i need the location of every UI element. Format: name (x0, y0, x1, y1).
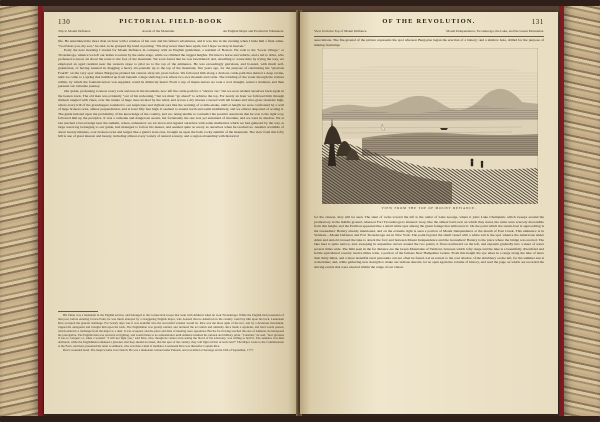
scan-top-border (0, 0, 600, 6)
running-title: PICTORIAL FIELD-BOOK (119, 18, 223, 25)
marbled-edge-right (562, 0, 600, 422)
paragraph: for the cannon, may still be seen. The slant of rocks toward the left is the outlet of Lake George, where it joins Lake Champlain, which sweeps around the promontory in the middle ground, whereon Fort Ticonderoga is situated. Gray, like the almost bald rock on which they stand, the ruins were scarcely discernible from that height, and the Pavilion appeared like a small white spot among the green foliage that embowers it. On the point which the steam-boat is approaching is the Grenadiers' Battery already mentioned, and on the extreme right is seen a portion of Mount Independence at the mouth of East Creek. This eminence is in Vermont—Mount Defiance and Fort Ticonderoga are in New York. The point beyond the small vessel with a white sail is the spot whence the Americans under Allen and Arnold crossed the lake to attack the fort; and between Mount Independence and the Grenadiers' Battery is the place where the bridge was erected. The lake here is quite narrow, and, sweeping in serpentine curves around the two points, it flows northward on the left, and expands gradually into a sheet of water several miles wide. The hills seen in the far distance are the Green Mountains of Vermont, between which lofty range and the lake is a beautifully diversified and fertile agricultural country twelve miles wide, a portion of the famous New Hampshire Grants. From this height the eye takes in a range along the lake of more than thirty miles, and a more beautiful rural panorama can not often be found. Let us retreat to the cool shadow of the shrubbery on the left, for the summer sun is at meridian; and, while gathering new strength to make our tedious descent, let us open again the volume of history, and read the page on which are recorded the stirring events that were enacted within the range of our vision. (314, 215, 544, 270)
paragraph: Our guide, professing to know every rock and tree in the mountain, now left the cattle-path for a "shorter cut," but we soon wished ourselves back again in the beaten track. The old man was evidently "out of his reckoning," but we must "go ahead" to achieve the top. For nearly an hour we followed him through thickets tangled with vines, over the trunks of huge trees leveled by the wind, and across a dry morass covered with tall brakes and wire-grass shoulder high, where every trill of the grasshopper sounded to our suspicious and vigilant ears like the warning of a rattle-snake, until at length we were confronted by a wall of huge broken rocks, almost perpendicular, and at least fifty feet high. It seemed to extend north and south indefinitely, and we almost despaired of scaling it. The guide insisted upon the probability of his knowledge of the country, and we, being unable to contradict his positive assertions that he was to the right way, followed him up the precipice. It was a toilsome and dangerous ascent, but fortunately the one was yet sustained of mordian, and we were in shadow. We at last reached a broad ledge near the summit, where, exhausted, we sat down and regaled ourselves with some mulberries which we had gathered by the way. A large weed-log belonging to our guide, had managed to follow his master, and seemed quite as weary as ourselves when he reached us. Another scramble of about twenty minutes, over broken rocks and ledges like a giant's stair-case, brought us upon the bald, rocky summit of the mountain. The view from this lofty hill is one of great interest and beauty, including almost every variety of natural scenery, and a region abounding with historical (58, 89, 284, 139)
footnote: His father was a lieutenant in the English service, and belonged to the Connecticut troops that went with Amherst when he took Ticonderoga. While the English had possession of that post, before entering Crown Point, he was much annoyed by a swaggering English major, who boasted that no American in the country could lay him upon his back. Lieutenant Rice accepted the general challenge. For twenty days was it was doubtful who the successful wrestler would be. Rice was the more agile of the two, and by a dexterous movement, tripped his antagonist and brought him upon his back. The Englishman was greatly nettled, and declared the act unfair and unmanly. Rice made a rejoinder, and hard words passed, which ended in a challenge from the major to a duel. It was accepted, and the place and time of meeting were appointed. But the fact having reached the ears of Amherst, he interposed his prerogative. The English man was received as fighting, and would listen to no remonstrance until Amherst insulted his rational and military pride. "Consider," he said, "how glorious it was to conquer; or, when a woman" "I will not fight you," said Rice, who, though he cannot even seeing the blood of his adversary, was willing to hold it. The sentence was then delivered, while the Englishman remained a prisoner, that they should not meet, that the spot of the country, they will fight all that of such ruin?" The Major wrote to the Commissioner at the Forts, and there presented his letter to Amherst, who was then a kind of mediator. Lieutenant Rice was thereafter Captain Rice. (58, 313, 284, 349)
cover-board-right (559, 6, 564, 416)
footnotes (58, 314, 284, 353)
running-title: OF THE REVOLUTION. (382, 18, 476, 25)
page-number: 131 (531, 18, 544, 26)
sidenote-left: Trip to Mount Defiance. (58, 29, 92, 33)
right-page (300, 12, 558, 414)
right-body-text (314, 215, 544, 270)
right-top-text (314, 38, 544, 47)
scan-bottom-border (0, 416, 600, 422)
page-number: 130 (58, 18, 71, 26)
left-page (44, 12, 298, 414)
footnote: Rice's wounded bond. The major's name was Church. He was a lieutenant colonel under Putnam, and was killed at Saratoga on the 19th of September, 1777. (63, 348, 254, 353)
left-subheader (58, 29, 284, 37)
paragraph: associations. The fire-ground of the picture represents the spot whereon Burgoyne began the erection of a battery; and a shallow hole, drilled for the purpose of making fastenings (314, 38, 544, 47)
sidenote-right: An English Major and Provincial Volunteers. (222, 29, 284, 33)
paragraph: life. He entertained me more than an hour with a relation of his own and his father's adventures, and it was late in the evening when I bade him a final adieu. "God bless you, my son," he said, as he grasped my hand at parting. "We may never meet here again, but I hope we may in heaven." (58, 39, 284, 48)
sidenote-right: Mount Independence, Ticonderoga, the Lake, and the Green Mountains. (446, 29, 544, 33)
sidenote-center: Ascent of the Mountain. (142, 29, 175, 33)
cover-board-left (38, 6, 43, 416)
paragraph: Early the next morning I started for Mount Defiance in company with an English gentleman, a resident of Boston. We rode to the "lower village," or Ticonderoga, whence we left our ladies to return by the same stage, while we climbed the rugged heights. We hired a horse and vehicle, and a lad to drive, who professed to know all about the route to the foot of the mountain. We soon found that he was bewildered; and, unwilling to waste time by trying the way, we employed an aged resident near the western slope to pilot us to the top of the eminence. He was exceedingly garrulous, and boasted, with much self-gratulation, of having assisted in dragging a heavy six-pounder up to the top of the mountain, five years ago, for the purpose of celebrating the "glorious Fourth" on the very spot where Burgoyne planted his cannon sixty-six years before. We followed him along a devious cattle-path that skirted a deep ravine, until we came to a spring that bubbled up from beneath a huge shelving rock where two ewe mounds and cattle. The trickling of the water through the ravines within, by which the fountain below was supplied, could be distinctly heard. From a cup of maple-leaves we took a cool draught, rested a moment, and then pursued our toilsome journey. (58, 48, 284, 89)
right-subheader (314, 29, 544, 37)
footnote-rule (58, 311, 98, 312)
marbled-edge-left (0, 0, 40, 422)
engraving-view-from-mount-defiance (322, 48, 538, 204)
left-body-text (58, 39, 284, 139)
engraving-caption: VIEW FROM THE TOP OF MOUNT DEFIANCE. (381, 206, 477, 210)
sidenote-left: View from the Top of Mount Defiance. (314, 29, 368, 33)
